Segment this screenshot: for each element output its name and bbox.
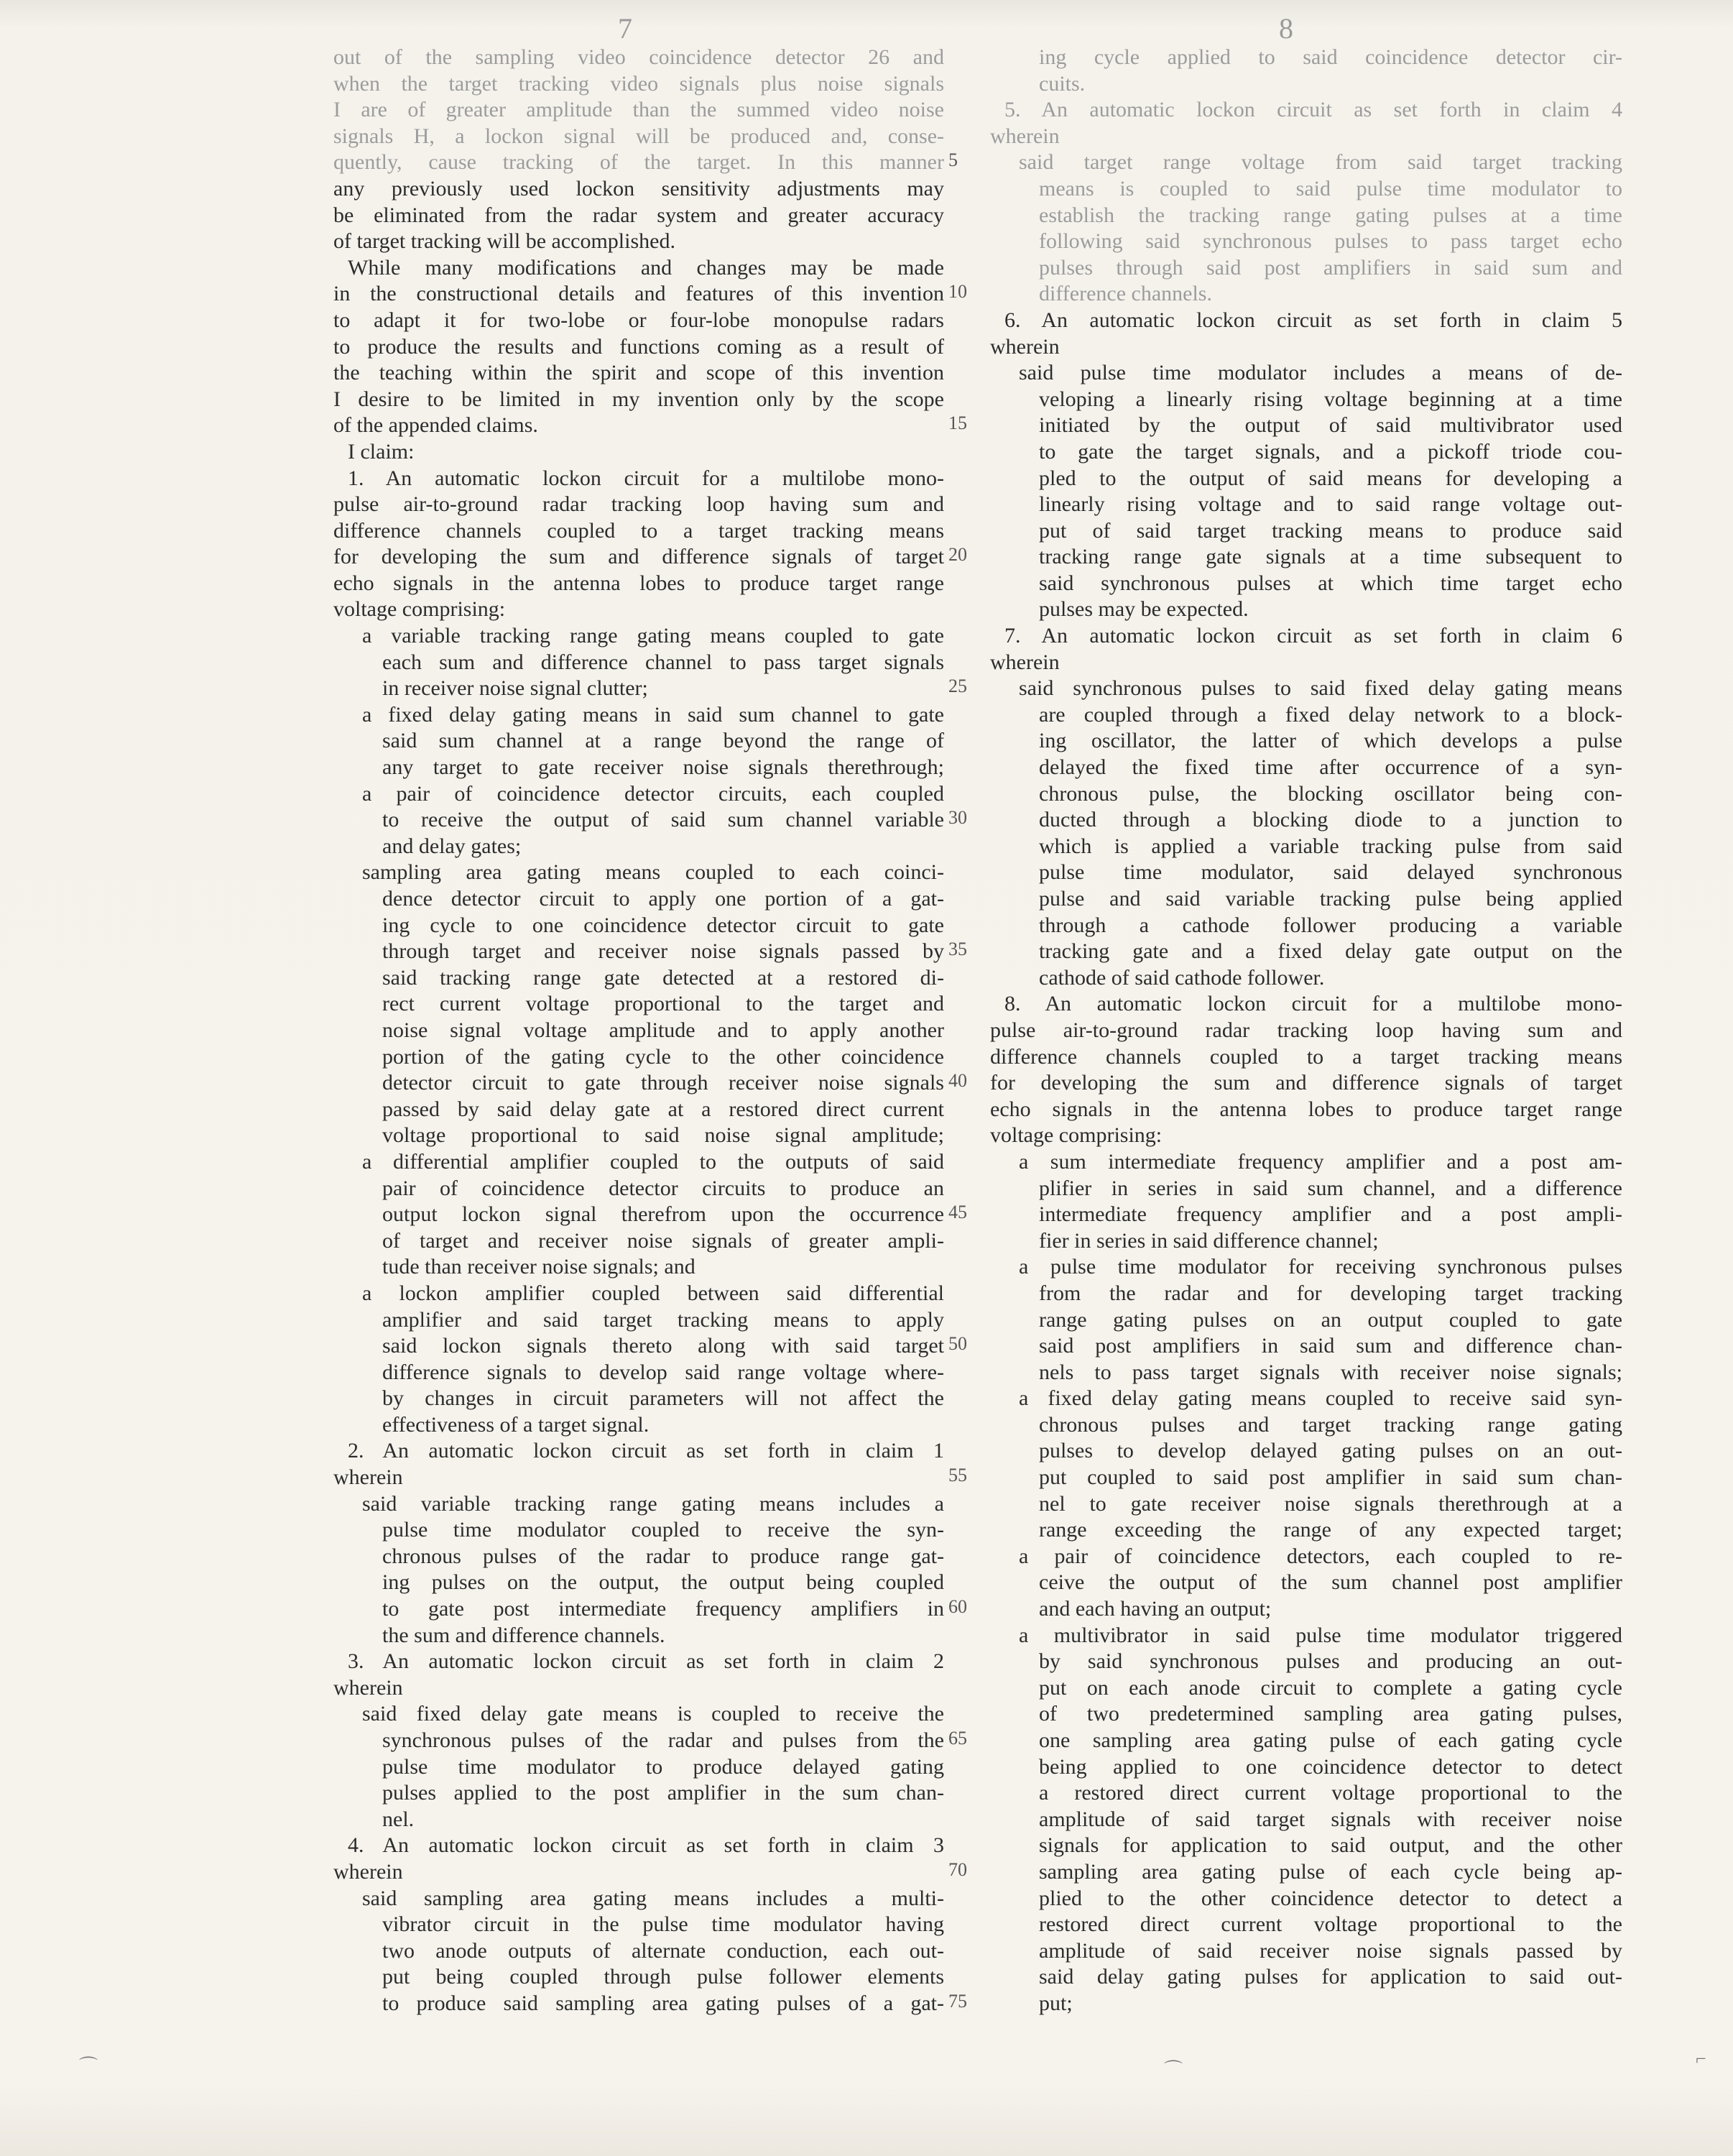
text-line: echo signals in the antenna lobes to produce target range xyxy=(990,1097,1622,1121)
text-line: 6. An automatic lockon circuit as set forth in claim 5 xyxy=(1004,308,1622,332)
text-line: ducted through a blocking diode to a junction to xyxy=(1039,808,1622,832)
text-line: by changes in circuit parameters will not affect the xyxy=(382,1386,944,1411)
text-line: effectiveness of a target signal. xyxy=(382,1412,650,1437)
text-line: nels to pass target signals with receiver noise signals; xyxy=(1039,1360,1622,1384)
text-line: in the constructional details and features of this invention xyxy=(333,282,944,306)
text-line: tracking range gate signals at a time subsequent to xyxy=(1039,545,1622,569)
text-line: the teaching within the spirit and scope of this invention xyxy=(333,361,944,385)
text-line: ing oscillator, the latter of which develops a pulse xyxy=(1039,729,1622,753)
text-line: noise signal voltage amplitude and to apply another xyxy=(382,1018,944,1042)
text-line: wherein xyxy=(333,1465,403,1490)
text-line: said post amplifiers in said sum and difference chan- xyxy=(1039,1334,1622,1358)
text-line: said fixed delay gate means is coupled to receive the xyxy=(362,1702,944,1726)
text-line: difference channels coupled to a target tracking means xyxy=(333,518,944,543)
text-line: said pulse time modulator includes a means of de- xyxy=(1019,361,1622,385)
text-line: wherein xyxy=(333,1675,403,1700)
text-line: for developing the sum and difference signals of target xyxy=(333,545,944,569)
text-line: following said synchronous pulses to pass target echo xyxy=(1039,229,1622,254)
text-line: a fixed delay gating means in said sum channel to gate xyxy=(362,702,944,727)
text-line: said sampling area gating means includes a multi- xyxy=(362,1886,944,1910)
line-number: 60 xyxy=(948,1596,967,1618)
text-line: a pulse time modulator for receiving synchronous pulses xyxy=(1019,1255,1622,1279)
text-line: to produce said sampling area gating pulses of a gat- xyxy=(382,1991,944,2015)
text-line: a lockon amplifier coupled between said differential xyxy=(362,1281,944,1305)
text-line: pulse time modulator to produce delayed gating xyxy=(382,1754,944,1779)
line-number: 75 xyxy=(948,1991,967,2012)
text-line: said target range voltage from said target tracking xyxy=(1019,150,1622,175)
text-line: synchronous pulses of the radar and pulses from the xyxy=(382,1728,944,1752)
text-line: wherein xyxy=(333,1859,403,1884)
text-line: chronous pulses and target tracking range gating xyxy=(1039,1412,1622,1437)
text-line: 5. An automatic lockon circuit as set forth in claim 4 xyxy=(1004,98,1622,122)
text-line: ceive the output of the sum channel post amplifier xyxy=(1039,1570,1622,1595)
text-line: out of the sampling video coincidence detector 26 and xyxy=(333,45,944,69)
text-line: put; xyxy=(1039,1991,1073,2015)
text-line: put coupled to said post amplifier in said sum chan- xyxy=(1039,1465,1622,1490)
text-line: and delay gates; xyxy=(382,834,522,858)
text-line: wherein xyxy=(990,334,1060,359)
text-line: I are of greater amplitude than the summed video noise xyxy=(333,98,944,122)
text-line: difference channels. xyxy=(1039,282,1212,306)
left-text-column xyxy=(333,45,944,2017)
text-line: detector circuit to gate through receiver noise signals xyxy=(382,1071,944,1095)
text-line: pulse air-to-ground radar tracking loop having sum and xyxy=(990,1018,1622,1042)
text-line: a sum intermediate frequency amplifier and a post am- xyxy=(1019,1149,1622,1174)
text-line: restored direct current voltage proportional to the xyxy=(1039,1912,1622,1937)
line-number: 70 xyxy=(948,1859,967,1881)
line-number: 30 xyxy=(948,807,967,829)
text-line: a differential amplifier coupled to the outputs of said xyxy=(362,1149,944,1174)
text-line: said variable tracking range gating means includes a xyxy=(362,1491,944,1516)
corner-mark-icon: ⌐ xyxy=(1696,2048,1706,2069)
text-line: quently, cause tracking of the target. In this manner xyxy=(333,150,944,175)
text-line: to receive the output of said sum channel variable xyxy=(382,808,944,832)
text-line: ing pulses on the output, the output being coupled xyxy=(382,1570,944,1595)
text-line: veloping a linearly rising voltage beginning at a time xyxy=(1039,387,1622,411)
line-number: 35 xyxy=(948,939,967,960)
text-line: amplifier and said target tracking means to apply xyxy=(382,1307,944,1332)
line-number: 40 xyxy=(948,1070,967,1092)
text-line: said delay gating pulses for application to said out- xyxy=(1039,1965,1622,1989)
text-line: to gate the target signals, and a pickoff triode cou- xyxy=(1039,439,1622,464)
line-number: 50 xyxy=(948,1333,967,1355)
text-line: each sum and difference channel to pass target signals xyxy=(382,650,944,674)
corner-mark-icon: ⌒ xyxy=(1164,2060,1183,2081)
text-line: ing cycle applied to said coincidence detector cir- xyxy=(1039,45,1622,69)
text-line: signals for application to said output, and the other xyxy=(1039,1833,1622,1858)
line-number: 25 xyxy=(948,676,967,697)
text-line: to gate post intermediate frequency amplifiers in xyxy=(382,1597,944,1621)
text-line: echo signals in the antenna lobes to produce target range xyxy=(333,571,944,595)
text-line: range gating pulses on an output coupled to gate xyxy=(1039,1307,1622,1332)
text-line: 7. An automatic lockon circuit as set forth in claim 6 xyxy=(1004,624,1622,648)
text-line: the sum and difference channels. xyxy=(382,1623,665,1647)
text-line: delayed the fixed time after occurrence of a syn- xyxy=(1039,755,1622,780)
text-line: plifier in series in said sum channel, and a difference xyxy=(1039,1176,1622,1200)
text-line: chronous pulse, the blocking oscillator being con- xyxy=(1039,781,1622,806)
text-line: a restored direct current voltage proportional to the xyxy=(1039,1781,1622,1805)
text-line: 1. An automatic lockon circuit for a multilobe mono- xyxy=(348,466,944,490)
text-line: said lockon signals thereto along with said target xyxy=(382,1334,944,1358)
text-line: I claim: xyxy=(348,439,415,464)
text-line: any target to gate receiver noise signals therethrough; xyxy=(382,755,944,780)
text-line: vibrator circuit in the pulse time modulator having xyxy=(382,1912,944,1937)
text-line: a multivibrator in said pulse time modulator triggered xyxy=(1019,1623,1622,1647)
text-line: a fixed delay gating means coupled to receive said syn- xyxy=(1019,1386,1622,1411)
text-line: pulse air-to-ground radar tracking loop having sum and xyxy=(333,492,944,517)
text-line: chronous pulses of the radar to produce range gat- xyxy=(382,1544,944,1568)
text-line: by said synchronous pulses and producing an out- xyxy=(1039,1649,1622,1674)
text-line: passed by said delay gate at a restored direct current xyxy=(382,1097,944,1121)
text-line: difference signals to develop said range voltage where- xyxy=(382,1360,944,1384)
text-line: 3. An automatic lockon circuit as set forth in claim 2 xyxy=(348,1649,944,1674)
text-line: put being coupled through pulse follower elements xyxy=(382,1965,944,1989)
text-line: from the radar and for developing target tracking xyxy=(1039,1281,1622,1305)
text-line: said synchronous pulses at which time target echo xyxy=(1039,571,1622,595)
line-number: 10 xyxy=(948,281,967,303)
text-line: sampling area gating means coupled to each coinci- xyxy=(362,860,944,885)
text-line: to adapt it for two-lobe or four-lobe monopulse radars xyxy=(333,308,944,332)
text-line: difference channels coupled to a target tracking means xyxy=(990,1044,1622,1069)
left-page-mark: 7 xyxy=(618,12,632,45)
text-line: 2. An automatic lockon circuit as set forth in claim 1 xyxy=(348,1439,944,1463)
text-line: amplitude of said receiver noise signals passed by xyxy=(1039,1938,1622,1963)
text-line: pulses may be expected. xyxy=(1039,597,1249,622)
text-line: pulses to develop delayed gating pulses on an out- xyxy=(1039,1439,1622,1463)
text-line: any previously used lockon sensitivity adjustments may xyxy=(333,176,944,201)
text-line: initiated by the output of said multivibrator used xyxy=(1039,413,1622,438)
text-line: being applied to one coincidence detector to detect xyxy=(1039,1754,1622,1779)
text-line: put of said target tracking means to produce said xyxy=(1039,518,1622,543)
text-line: 8. An automatic lockon circuit for a multilobe mono- xyxy=(1004,992,1622,1016)
text-line: pulses applied to the post amplifier in the sum chan- xyxy=(382,1781,944,1805)
text-line: amplitude of said target signals with receiver noise xyxy=(1039,1807,1622,1831)
text-line: establish the tracking range gating pulses at a time xyxy=(1039,203,1622,227)
right-text-column xyxy=(990,45,1622,2017)
text-line: for developing the sum and difference signals of target xyxy=(990,1071,1622,1095)
text-line: plied to the other coincidence detector to detect a xyxy=(1039,1886,1622,1910)
text-line: pair of coincidence detector circuits to produce an xyxy=(382,1176,944,1200)
text-line: linearly rising voltage and to said range voltage out- xyxy=(1039,492,1622,517)
text-line: signals H, a lockon signal will be produced and, conse- xyxy=(333,124,944,148)
text-line: means is coupled to said pulse time modulator to xyxy=(1039,176,1622,201)
text-line: voltage comprising: xyxy=(333,597,506,622)
text-line: pulses through said post amplifiers in said sum and xyxy=(1039,255,1622,280)
line-number: 55 xyxy=(948,1465,967,1486)
text-line: ing cycle to one coincidence detector circuit to gate xyxy=(382,913,944,937)
text-line: said synchronous pulses to said fixed delay gating means xyxy=(1019,676,1622,701)
text-line: dence detector circuit to apply one portion of a gat- xyxy=(382,887,944,911)
text-line: wherein xyxy=(990,124,1060,148)
line-number: 15 xyxy=(948,413,967,434)
text-line: through target and receiver noise signals passed by xyxy=(382,939,944,964)
text-line: are coupled through a fixed delay network to a block- xyxy=(1039,702,1622,727)
text-line: voltage comprising: xyxy=(990,1123,1163,1148)
text-line: nel to gate receiver noise signals therethrough at a xyxy=(1039,1491,1622,1516)
text-line: tude than receiver noise signals; and xyxy=(382,1255,695,1279)
text-line: cathode of said cathode follower. xyxy=(1039,965,1325,990)
text-line: fier in series in said difference channel; xyxy=(1039,1228,1379,1253)
text-line: nel. xyxy=(382,1807,415,1831)
text-line: said sum channel at a range beyond the range of xyxy=(382,729,944,753)
text-line: output lockon signal therefrom upon the occurrence xyxy=(382,1202,944,1227)
text-line: of target and receiver noise signals of greater ampli- xyxy=(382,1228,944,1253)
text-line: a pair of coincidence detector circuits, each coupled xyxy=(362,781,944,806)
text-line: one sampling area gating pulse of each gating cycle xyxy=(1039,1728,1622,1752)
line-number: 5 xyxy=(948,149,958,171)
right-page-mark: 8 xyxy=(1279,12,1293,45)
text-line: portion of the gating cycle to the other coincidence xyxy=(382,1044,944,1069)
text-line: cuits. xyxy=(1039,71,1086,96)
text-line: two anode outputs of alternate conduction, each out- xyxy=(382,1938,944,1963)
text-line: when the target tracking video signals plus noise signals xyxy=(333,71,944,96)
text-line: in receiver noise signal clutter; xyxy=(382,676,648,701)
text-line: of two predetermined sampling area gating pulses, xyxy=(1039,1702,1622,1726)
text-line: intermediate frequency amplifier and a post ampli- xyxy=(1039,1202,1622,1227)
text-line: pulse time modulator coupled to receive the syn- xyxy=(382,1518,944,1542)
line-number: 65 xyxy=(948,1728,967,1749)
text-line: 4. An automatic lockon circuit as set forth in claim 3 xyxy=(348,1833,944,1858)
text-line: of target tracking will be accomplished. xyxy=(333,229,675,254)
corner-mark-icon: ⌒ xyxy=(79,2056,98,2077)
text-line: pled to the output of said means for developing a xyxy=(1039,466,1622,490)
text-line: pulse time modulator, said delayed synchronous xyxy=(1039,860,1622,885)
text-line: a variable tracking range gating means coupled to gate xyxy=(362,624,944,648)
text-line: I desire to be limited in my invention only by the scope xyxy=(333,387,944,411)
text-line: and each having an output; xyxy=(1039,1597,1272,1621)
text-line: to produce the results and functions coming as a result of xyxy=(333,334,944,359)
text-line: range exceeding the range of any expected target; xyxy=(1039,1518,1622,1542)
text-line: sampling area gating pulse of each cycle being ap- xyxy=(1039,1859,1622,1884)
text-line: through a cathode follower producing a variable xyxy=(1039,913,1622,937)
text-line: which is applied a variable tracking pulse from said xyxy=(1039,834,1622,858)
text-line: of the appended claims. xyxy=(333,413,538,438)
text-line: put on each anode circuit to complete a gating cycle xyxy=(1039,1675,1622,1700)
text-line: pulse and said variable tracking pulse being applied xyxy=(1039,887,1622,911)
text-line: tracking gate and a fixed delay gate output on the xyxy=(1039,939,1622,964)
text-line: While many modifications and changes may be made xyxy=(348,255,944,280)
line-number: 20 xyxy=(948,544,967,566)
line-number: 45 xyxy=(948,1202,967,1223)
text-line: voltage proportional to said noise signal amplitude; xyxy=(382,1123,944,1148)
text-line: a pair of coincidence detectors, each coupled to re- xyxy=(1019,1544,1622,1568)
text-line: wherein xyxy=(990,650,1060,674)
text-line: rect current voltage proportional to the target and xyxy=(382,992,944,1016)
text-line: be eliminated from the radar system and greater accuracy xyxy=(333,203,944,227)
text-line: said tracking range gate detected at a restored di- xyxy=(382,965,944,990)
